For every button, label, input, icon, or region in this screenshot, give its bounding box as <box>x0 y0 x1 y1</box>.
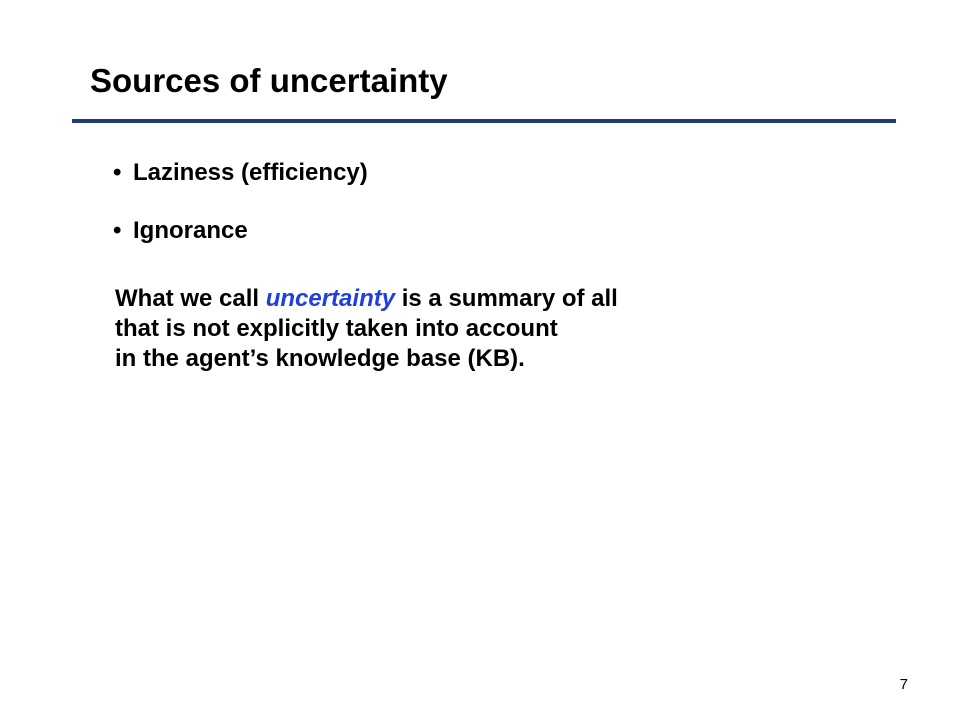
bullet-list <box>113 155 368 271</box>
slide-title: Sources of uncertainty <box>90 62 448 99</box>
paragraph-line-1 <box>115 284 618 314</box>
page-number: 7 <box>899 676 908 693</box>
bullet-marker: • <box>113 217 122 244</box>
title-divider <box>72 119 896 123</box>
definition-paragraph <box>115 284 618 374</box>
paragraph-line-3: in the agent’s knowledge base (KB). <box>115 345 525 372</box>
bullet-text: Ignorance <box>133 217 248 244</box>
bullet-text: Laziness (efficiency) <box>133 159 368 186</box>
paragraph-line-2: that is not explicitly taken into account <box>115 315 558 342</box>
paragraph-line-1-start: What we call <box>115 285 266 312</box>
bullet-marker: • <box>113 159 122 186</box>
bullet-item-ignorance <box>113 213 368 249</box>
paragraph-line-1-end: is a summary of all <box>395 285 618 312</box>
bullet-item-laziness <box>113 155 368 191</box>
emphasized-term: uncertainty <box>265 285 396 312</box>
